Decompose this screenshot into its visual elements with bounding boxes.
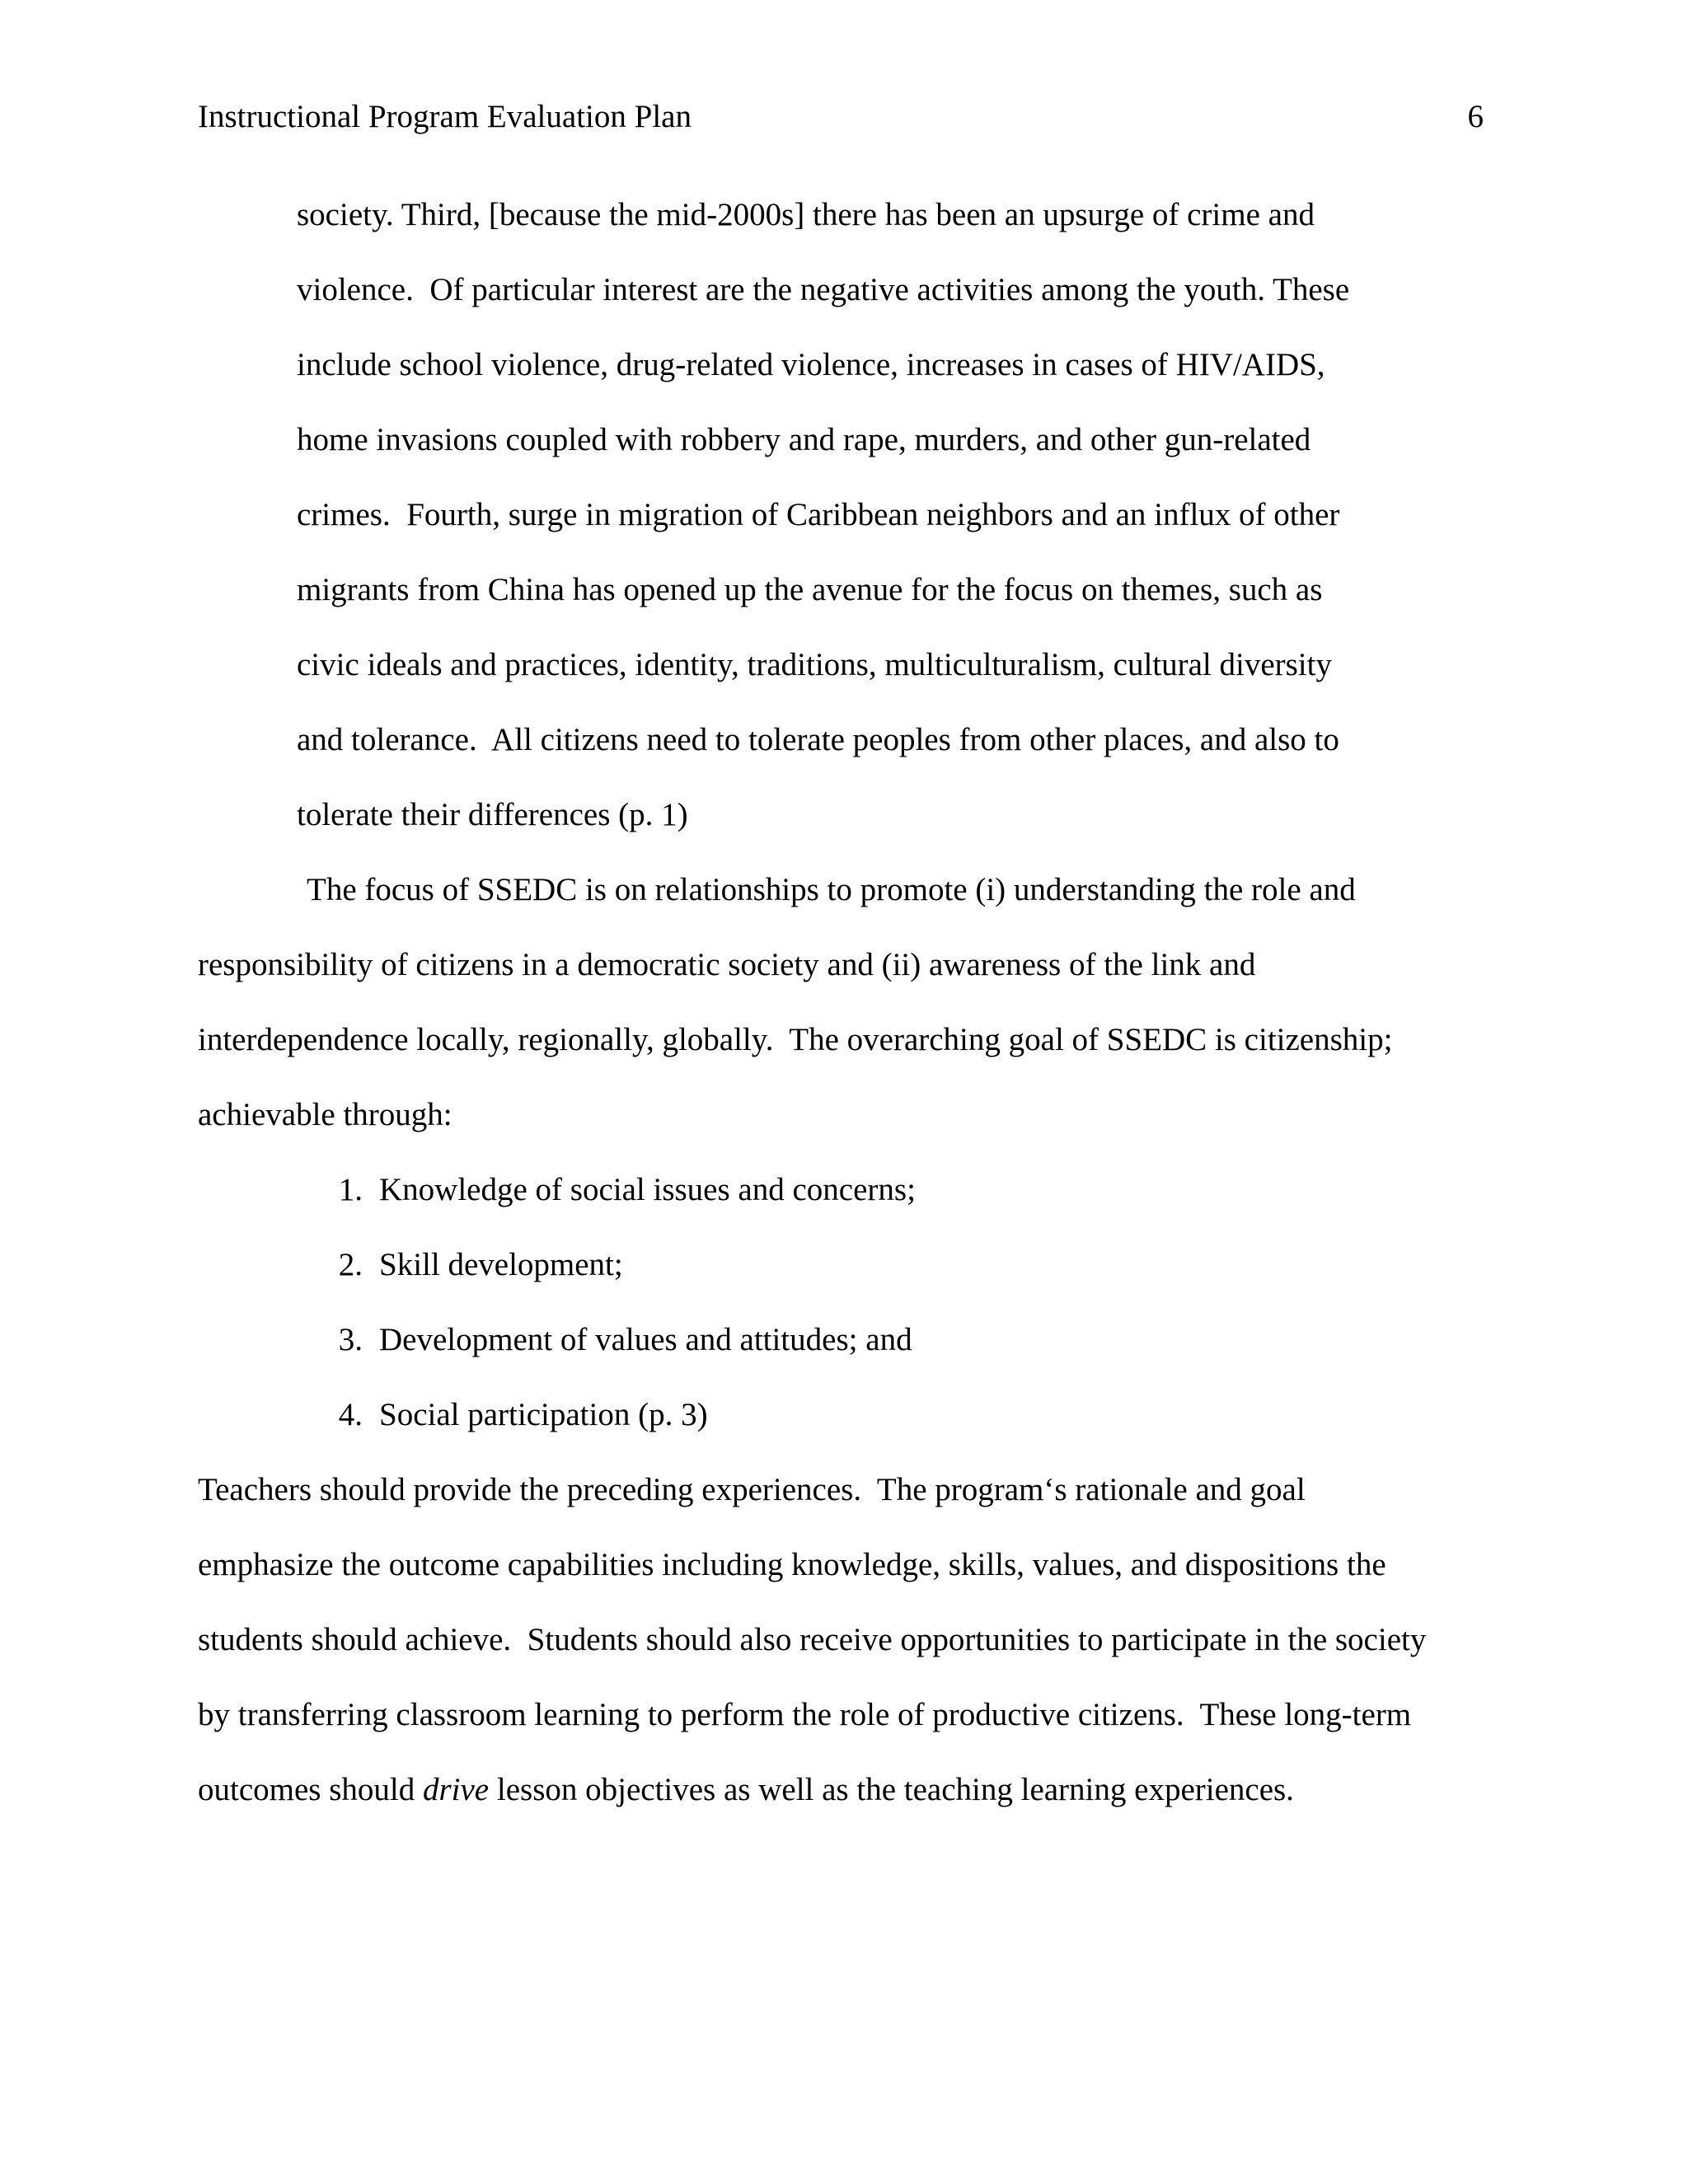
block-quote-line: migrants from China has opened up the avenue for the focus on themes, such as bbox=[297, 572, 1323, 607]
running-head bbox=[198, 92, 1484, 142]
block-quote-line: tolerate their differences (p. 1) bbox=[297, 797, 688, 832]
block-quote-line: violence. Of particular interest are the negative activities among the youth. These bbox=[297, 272, 1350, 307]
list-item bbox=[330, 1240, 1071, 1290]
paragraph-line: Teachers should provide the preceding experiences. The program‘s rationale and goal bbox=[198, 1472, 1306, 1507]
block-quote-line: civic ideals and practices, identity, traditions, multiculturalism, cultural diversity bbox=[297, 647, 1332, 682]
list-item bbox=[330, 1165, 1071, 1215]
list-item-text: Skill development; bbox=[379, 1247, 623, 1282]
list-item bbox=[330, 1315, 1071, 1365]
list-item bbox=[330, 1390, 1071, 1440]
paragraph-line: by transferring classroom learning to perform the role of productive citizens. These long-term bbox=[198, 1697, 1412, 1732]
paragraph-line: The focus of SSEDC is on relationships to promote (i) understanding the role and bbox=[307, 872, 1356, 907]
list-item-number: 3. bbox=[338, 1322, 363, 1357]
paragraph-line: responsibility of citizens in a democratic society and (ii) awareness of the link and bbox=[198, 947, 1256, 982]
page-number: 6 bbox=[1467, 99, 1484, 134]
list-item-text: Development of values and attitudes; and bbox=[379, 1322, 912, 1357]
block-quote-line: home invasions coupled with robbery and rape, murders, and other gun-related bbox=[297, 422, 1311, 457]
block-quote-line: crimes. Fourth, surge in migration of Caribbean neighbors and an influx of other bbox=[297, 497, 1340, 532]
list-item-text: Social participation (p. 3) bbox=[379, 1397, 708, 1432]
line-text: outcomes should bbox=[198, 1772, 423, 1807]
block-quote-line: include school violence, drug-related violence, increases in cases of HIV/AIDS, bbox=[297, 347, 1325, 382]
block-quote-line: society. Third, [because the mid-2000s] there has been an upsurge of crime and bbox=[297, 197, 1315, 232]
running-head-title: Instructional Program Evaluation Plan bbox=[198, 99, 692, 134]
list-item-text: Knowledge of social issues and concerns; bbox=[379, 1172, 916, 1207]
list-item-number: 2. bbox=[338, 1247, 363, 1282]
paragraph-line: students should achieve. Students should also receive opportunities to participate in the society bbox=[198, 1622, 1427, 1657]
paragraph-line: emphasize the outcome capabilities including knowledge, skills, values, and dispositions the bbox=[198, 1547, 1386, 1582]
list-item-number: 1. bbox=[338, 1172, 363, 1207]
emphasized-word: drive bbox=[422, 1772, 490, 1807]
paragraph-line: achievable through: bbox=[198, 1097, 452, 1132]
block-quote-line: and tolerance. All citizens need to tolerate peoples from other places, and also to bbox=[297, 722, 1339, 757]
paragraph-line: interdependence locally, regionally, globally. The overarching goal of SSEDC is citizenship; bbox=[198, 1022, 1393, 1057]
line-text: lesson objectives as well as the teaching learning experiences. bbox=[489, 1772, 1294, 1807]
list-item-number: 4. bbox=[338, 1397, 363, 1432]
paragraph-last-line bbox=[198, 1765, 1294, 1815]
